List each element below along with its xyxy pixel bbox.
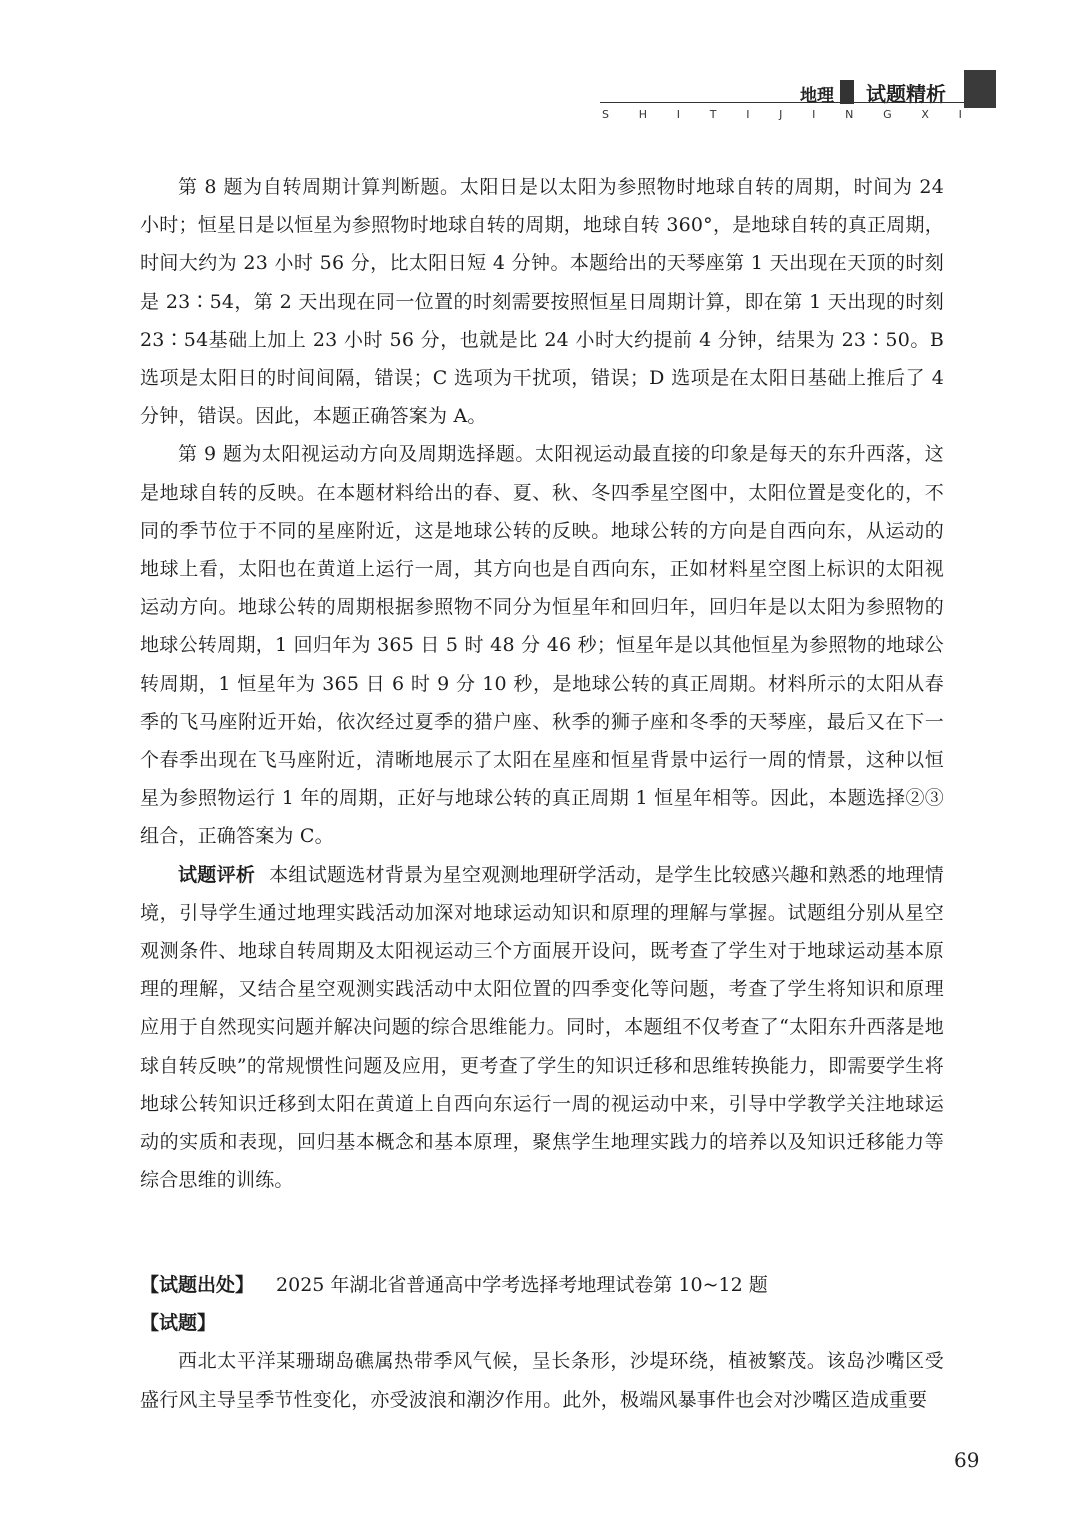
source-label: 【试题出处】 xyxy=(140,1274,255,1296)
header-section-title: 试题精析 xyxy=(866,82,946,106)
header-pinyin xyxy=(602,108,962,121)
header-rule xyxy=(600,102,964,103)
paragraph-question-9-analysis: 第 9 题为太阳视运动方向及周期选择题。太阳视运动最直接的印象是每天的东升西落，这是地球自转的反映。在本题材料给出的春、夏、秋、冬四季星空图中，太阳位置是变化的，不同的季节位于不同的星座附近，这是地球公转的反映。地球公转的方向是自西向东，从运动的地球上看，太阳也在黄道上运行一周，其方向也是自西向东，正如材料星空图上标识的太阳视运动方向。地球公转的周期根据参照物不同分为恒星年和回归年，回归年是以太阳为参照物的地球公转周期，1 回归年为 365 日 5 时 48 分 46 秒；恒星年是以其他恒星为参照物的地球公转周期，1 恒星年为 365 日 6 时 9 分 10 秒，是地球公转的真正周期。材料所示的太阳从春季的飞马座附近开始，依次经过夏季的猎户座、秋季的狮子座和冬季的天琴座，最后又在下一个春季出现在飞马座附近，清晰地展示了太阳在星座和恒星背景中运行一周的情景，这种以恒星为参照物运行 1 年的周期，正好与地球公转的真正周期 1 恒星年相等。因此，本题选择②③组合，正确答案为 C。 xyxy=(140,443,944,848)
pinyin-letter: I xyxy=(676,108,680,121)
header-edge-tab xyxy=(964,70,996,108)
pinyin-letter: I xyxy=(746,108,750,121)
pinyin-letter: X xyxy=(921,108,929,121)
question-label: 【试题】 xyxy=(140,1312,217,1335)
source-line xyxy=(140,1266,944,1304)
pinyin-letter: H xyxy=(638,108,647,121)
running-header xyxy=(590,70,1000,130)
pinyin-letter: I xyxy=(958,108,962,121)
pinyin-letter: N xyxy=(845,108,854,121)
paragraph-evaluation xyxy=(140,856,944,1200)
header-subject: 地理 xyxy=(800,86,834,106)
pinyin-letter: I xyxy=(812,108,816,121)
pinyin-letter: S xyxy=(602,108,609,121)
question-label-line xyxy=(140,1304,944,1342)
pinyin-letter: J xyxy=(779,108,783,121)
pinyin-letter: T xyxy=(709,108,717,121)
header-marker-block xyxy=(840,80,854,104)
question-stem: 西北太平洋某珊瑚岛礁属热带季风气候，呈长条形，沙堤环绕，植被繁茂。该岛沙嘴区受盛行风主导呈季节性变化，亦受波浪和潮汐作用。此外，极端风暴事件也会对沙嘴区造成重要 xyxy=(140,1350,944,1411)
body-text xyxy=(140,168,944,1199)
question-source-block xyxy=(140,1266,944,1419)
evaluation-text: 本组试题选材背景为星空观测地理研学活动，是学生比较感兴趣和熟悉的地理情境，引导学生通过地理实践活动加深对地球运动知识和原理的理解与掌握。试题组分别从星空观测条件、地球自转周期及太阳视运动三个方面展开设问，既考查了学生对于地球运动基本原理的理解，又结合星空观测实践活动中太阳位置的四季变化等问题，考查了学生将知识和原理应用于自然现实问题并解决问题的综合思维能力。同时，本题组不仅考查了“太阳东升西落是地球自转反映”的常规惯性问题及应用，更考查了学生的知识迁移和思维转换能力，即需要学生将地球公转知识迁移到太阳在黄道上自西向东运行一周的视运动中来，引导中学教学关注地球运动的实质和表现，回归基本概念和基本原理，聚焦学生地理实践力的培养以及知识迁移能力等综合思维的训练。 xyxy=(140,863,944,1192)
page-number: 69 xyxy=(954,1448,980,1472)
pinyin-letter: G xyxy=(883,108,892,121)
evaluation-lead-label: 试题评析 xyxy=(178,863,256,886)
source-text: 2025 年湖北省普通高中学考选择考地理试卷第 10~12 题 xyxy=(276,1274,768,1296)
paragraph-question-8-analysis: 第 8 题为自转周期计算判断题。太阳日是以太阳为参照物时地球自转的周期，时间为 24 小时；恒星日是以恒星为参照物时地球自转的周期，地球自转 360°，是地球自转的真正周期，时间大约为 23 小时 56 分，比太阳日短 4 分钟。本题给出的天琴座第 1 天出现在天顶的时刻是 23∶54，第 2 天出现在同一位置的时刻需要按照恒星日周期计算，即在第 1 天出现的时刻 23∶54基础上加上 23 小时 56 分，也就是比 24 小时大约提前 4 分钟，结果为 23∶50。B 选项是太阳日的时间间隔，错误；C 选项为干扰项，错误；D 选项是在太阳日基础上推后了 4 分钟，错误。因此，本题正确答案为 A。 xyxy=(140,176,944,428)
